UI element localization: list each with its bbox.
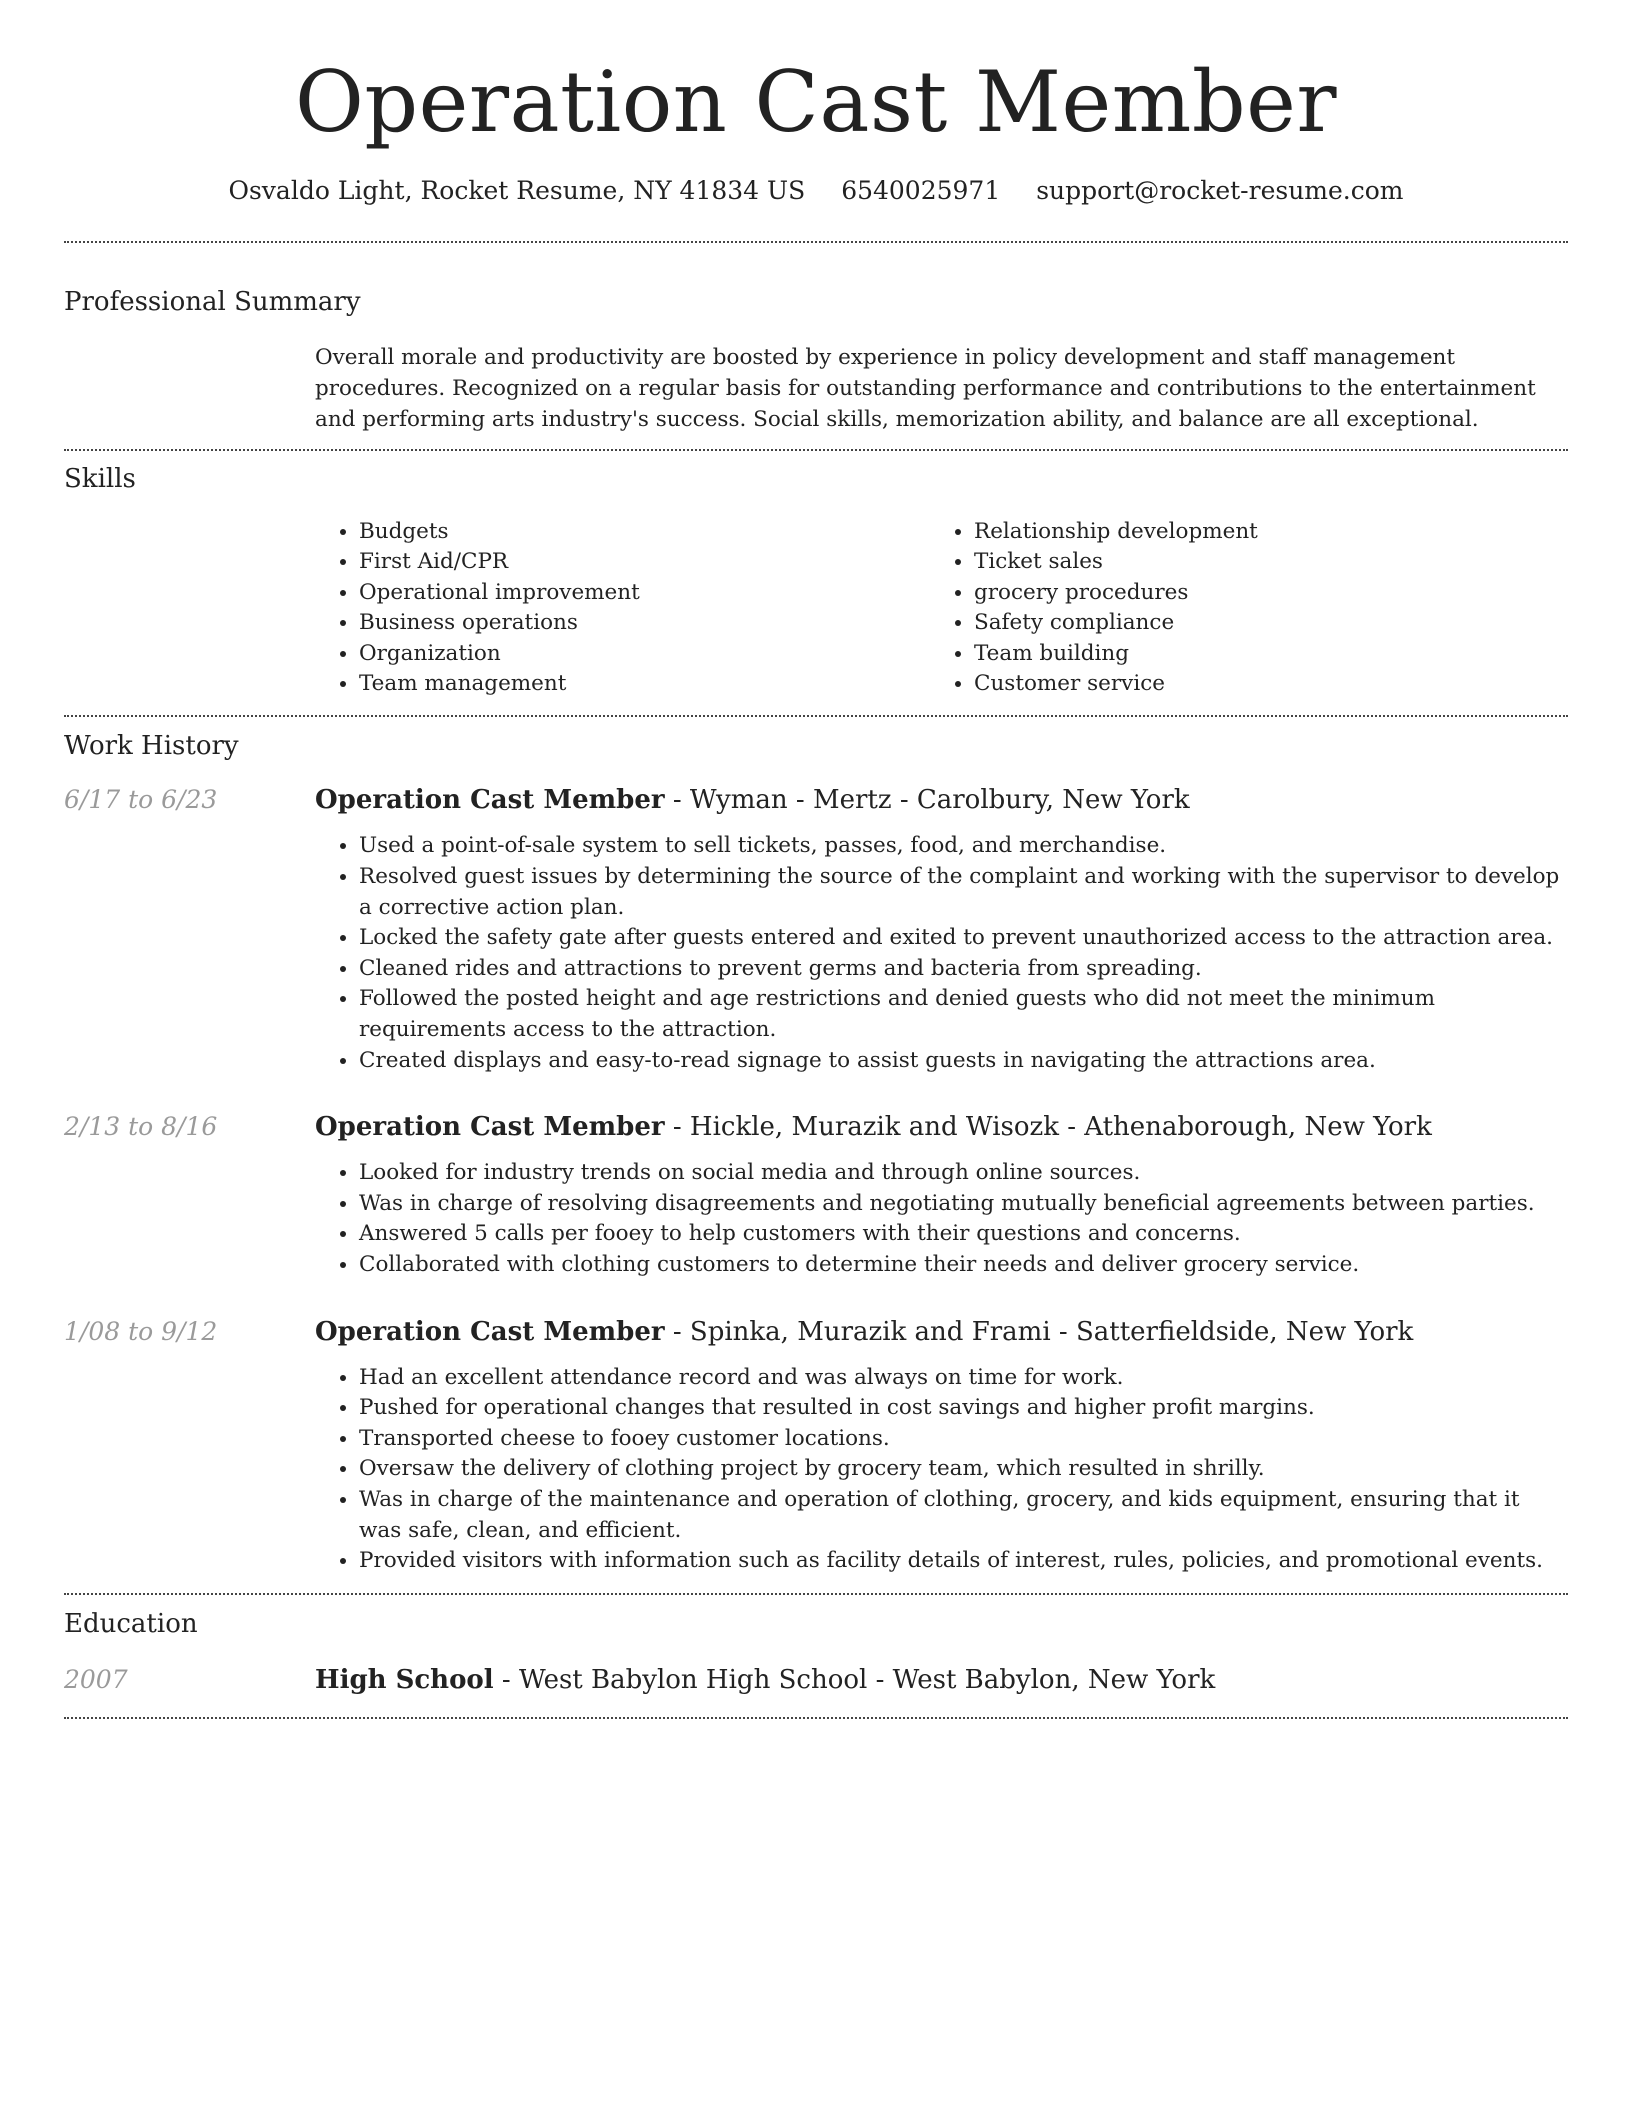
skill-item: • Relationship development xyxy=(974,517,1545,547)
contact-address: Osvaldo Light, Rocket Resume, NY 41834 US xyxy=(228,176,806,205)
skill-item: • Operational improvement xyxy=(359,578,930,608)
job-heading xyxy=(315,1315,1568,1349)
job-body xyxy=(315,783,1568,1076)
summary-divider xyxy=(64,449,1568,451)
job-bullet: • Oversaw the delivery of clothing project by grocery team, which resulted in shrilly. xyxy=(359,1454,1568,1485)
resume-name: Operation Cast Member xyxy=(294,53,1337,151)
job-bullet: • Created displays and easy-to-read signage to assist guests in navigating the attractions area. xyxy=(359,1046,1568,1077)
job-entry xyxy=(64,1110,1568,1280)
contact-phone: 6540025971 xyxy=(841,176,1001,205)
job-dates: 2/13 to 8/16 xyxy=(64,1112,218,1142)
contact-line xyxy=(64,174,1568,208)
job-bullet: • Was in charge of resolving disagreements and negotiating mutually beneficial agreements between parties. xyxy=(359,1189,1568,1220)
work-divider xyxy=(64,1593,1568,1595)
job-entry xyxy=(64,783,1568,1076)
skill-item: • Organization xyxy=(359,639,930,669)
skill-item: • Budgets xyxy=(359,517,930,547)
skill-item: • Business operations xyxy=(359,608,930,638)
education-text xyxy=(315,1663,1215,1697)
skill-item: • grocery procedures xyxy=(974,578,1545,608)
education-degree: High School xyxy=(315,1664,494,1695)
job-body xyxy=(315,1110,1568,1280)
skills-column-left xyxy=(315,517,930,699)
job-bullet: • Used a point-of-sale system to sell tickets, passes, food, and merchandise. xyxy=(359,831,1568,862)
skills-title: Skills xyxy=(64,464,136,494)
skills-divider xyxy=(64,715,1568,717)
job-details: - Spinka, Murazik and Frami - Satterfieldside, New York xyxy=(664,1316,1414,1347)
job-bullet: • Resolved guest issues by determining the source of the complaint and working with the supervisor to develop a corrective action plan. xyxy=(359,862,1568,923)
education-date: 2007 xyxy=(64,1664,128,1694)
education-details: - West Babylon High School - West Babylon, New York xyxy=(493,1664,1216,1695)
job-details: - Wyman - Mertz - Carolbury, New York xyxy=(664,785,1190,816)
job-bullet: • Locked the safety gate after guests entered and exited to prevent unauthorized access to the attraction area. xyxy=(359,923,1568,954)
job-bullet: • Collaborated with clothing customers to determine their needs and deliver grocery service. xyxy=(359,1250,1568,1281)
job-title: Operation Cast Member xyxy=(315,1112,665,1143)
skill-item: • Team building xyxy=(974,639,1545,669)
job-title: Operation Cast Member xyxy=(315,1316,665,1347)
summary-text: Overall morale and productivity are boosted by experience in policy development and staff management procedures. Recognized on a regular basis for outstanding performance and contributions to the entertainment and performing arts industry's success. Social skills, memorization ability, and balance are all exceptional. xyxy=(315,345,1536,432)
job-bullet: • Answered 5 calls per fooey to help customers with their questions and concerns. xyxy=(359,1219,1568,1250)
skill-item: • Safety compliance xyxy=(974,608,1545,638)
job-heading xyxy=(315,783,1568,817)
contact-email: support@rocket-resume.com xyxy=(1036,176,1404,205)
job-dates: 6/17 to 6/23 xyxy=(64,785,218,815)
education-entry xyxy=(64,1663,1568,1717)
education-divider xyxy=(64,1717,1568,1719)
job-details: - Hickle, Murazik and Wisozk - Athenaborough, New York xyxy=(664,1112,1432,1143)
job-bullet: • Provided visitors with information such as facility details of interest, rules, policies, and promotional events. xyxy=(359,1546,1568,1577)
skill-item: • Team management xyxy=(359,669,930,699)
summary-title: Professional Summary xyxy=(64,287,361,317)
skill-item: • Customer service xyxy=(974,669,1545,699)
job-bullet: • Pushed for operational changes that resulted in cost savings and higher profit margins. xyxy=(359,1393,1568,1424)
work-history-title: Work History xyxy=(64,731,239,762)
job-dates: 1/08 to 9/12 xyxy=(64,1316,218,1346)
skill-item: • Ticket sales xyxy=(974,547,1545,577)
job-body xyxy=(315,1315,1568,1577)
skills-grid xyxy=(315,517,1568,715)
job-heading xyxy=(315,1110,1568,1144)
job-bullet: • Was in charge of the maintenance and operation of clothing, grocery, and kids equipment, ensuring that it was safe, clean, and efficient. xyxy=(359,1485,1568,1546)
job-bullet: • Looked for industry trends on social media and through online sources. xyxy=(359,1158,1568,1189)
skill-item: • First Aid/CPR xyxy=(359,547,930,577)
job-bullet: • Followed the posted height and age restrictions and denied guests who did not meet the minimum requirements access to the attraction. xyxy=(359,984,1568,1045)
job-bullet: • Cleaned rides and attractions to prevent germs and bacteria from spreading. xyxy=(359,954,1568,985)
job-bullet: • Transported cheese to fooey customer locations. xyxy=(359,1424,1568,1455)
header-divider xyxy=(64,241,1568,243)
job-bullet: • Had an excellent attendance record and was always on time for work. xyxy=(359,1363,1568,1394)
education-title: Education xyxy=(64,1608,198,1639)
skills-column-right xyxy=(930,517,1545,699)
job-title: Operation Cast Member xyxy=(315,785,665,816)
job-entry xyxy=(64,1315,1568,1577)
